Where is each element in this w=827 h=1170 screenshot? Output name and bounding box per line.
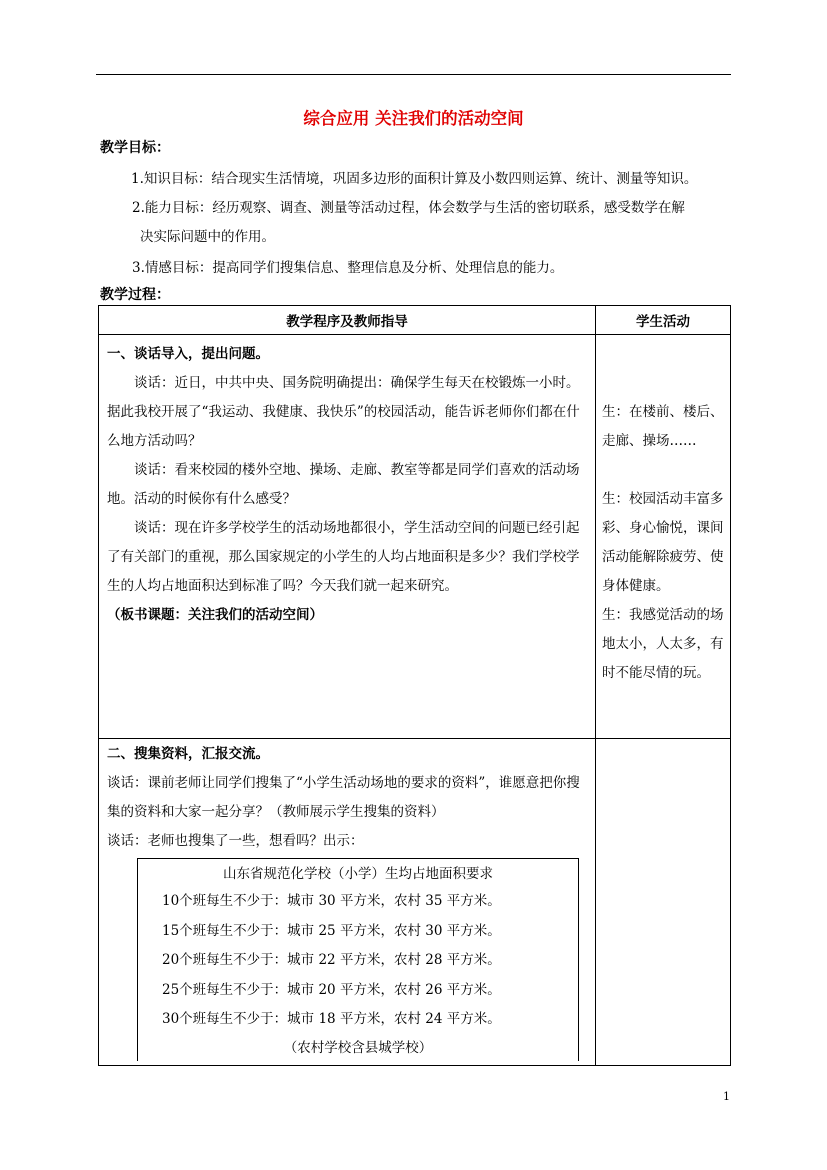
student-answer-2: 生：校园活动丰富多彩、身心愉悦，课间活动能解除疲劳、使身体健康。 [602,491,724,594]
box-row: 25个班每生不少于：城市 20 平方米，农村 26 平方米。 [162,981,501,998]
section2-para-1: 谈话：课前老师让同学们搜集了“小学生活动场地的要求的资料”，谁愿意把你搜集的资料和大家一起分享？（教师展示学生搜集的资料） [107,775,580,820]
lesson-table [98,305,731,1066]
section1-heading: 一、谈话导入，提出问题。 [107,346,269,362]
section1-para-2: 谈话：看来校园的楼外空地、操场、走廊、教室等都是同学们喜欢的活动场地。活动的时候你有什么感受？ [107,462,580,507]
student-answer-3: 生：我感觉活动的场地太小，人太多，有时不能尽情的玩。 [602,607,724,681]
box-row: 20个班每生不少于：城市 22 平方米，农村 28 平方米。 [162,952,501,968]
student-answer-1: 生：在楼前、楼后、走廊、操场…… [602,404,724,449]
area-requirement-box [137,858,579,1061]
section1-teacher-cell [99,335,596,739]
page-number: 1 [723,1090,730,1103]
section2-student-cell [596,739,731,1066]
process-heading: 教学过程： [100,287,170,303]
box-row: 15个班每生不少于：城市 25 平方米，农村 30 平方米。 [162,922,501,939]
section2-heading: 二、搜集资料，汇报交流。 [107,746,269,762]
col-header-teacher: 教学程序及教师指导 [99,306,596,335]
section1-para-3: 谈话：现在许多学校学生的活动场地都很小，学生活动空间的问题已经引起了有关部门的重视，那么国家规定的小学生的人均占地面积是多少？我们学校学生的人均占地面积达到标准了吗？今天我们就一起来研究。 [107,520,580,594]
section2-teacher-cell [99,739,596,1066]
section1-student-cell [596,335,731,739]
goal-ability: 2.能力目标：经历观察、调查、测量等活动过程，体会数学与生活的密切联系，感受数学在解 [132,200,685,216]
document-title: 综合应用 关注我们的活动空间 [303,109,524,128]
box-title: 山东省规范化学校（小学）生均占地面积要求 [223,866,493,882]
header-rule [96,74,731,75]
box-row: 30个班每生不少于：城市 18 平方米，农村 24 平方米。 [162,1011,501,1027]
goal-knowledge: 1.知识目标：结合现实生活情境，巩固多边形的面积计算及小数四则运算、统计、测量等知识。 [131,171,698,187]
box-row: 10个班每生不少于：城市 30 平方米，农村 35 平方米。 [162,893,501,909]
section1-board-note: （板书课题：关注我们的活动空间） [107,607,323,623]
goal-emotion: 3.情感目标：提高同学们搜集信息、整理信息及分析、处理信息的能力。 [132,260,564,276]
goal-ability-cont: 决实际问题中的作用。 [140,229,275,245]
section1-para-1: 谈话：近日，中共中央、国务院明确提出：确保学生每天在校锻炼一小时。据此我校开展了“我运动、我健康、我快乐”的校园活动，能告诉老师你们都在什么地方活动吗？ [107,375,580,449]
box-note: （农村学校含县城学校） [283,1039,433,1056]
col-header-student: 学生活动 [596,306,731,335]
goals-heading: 教学目标： [100,140,170,156]
section2-para-2: 谈话：老师也搜集了一些，想看吗？出示： [107,833,364,849]
